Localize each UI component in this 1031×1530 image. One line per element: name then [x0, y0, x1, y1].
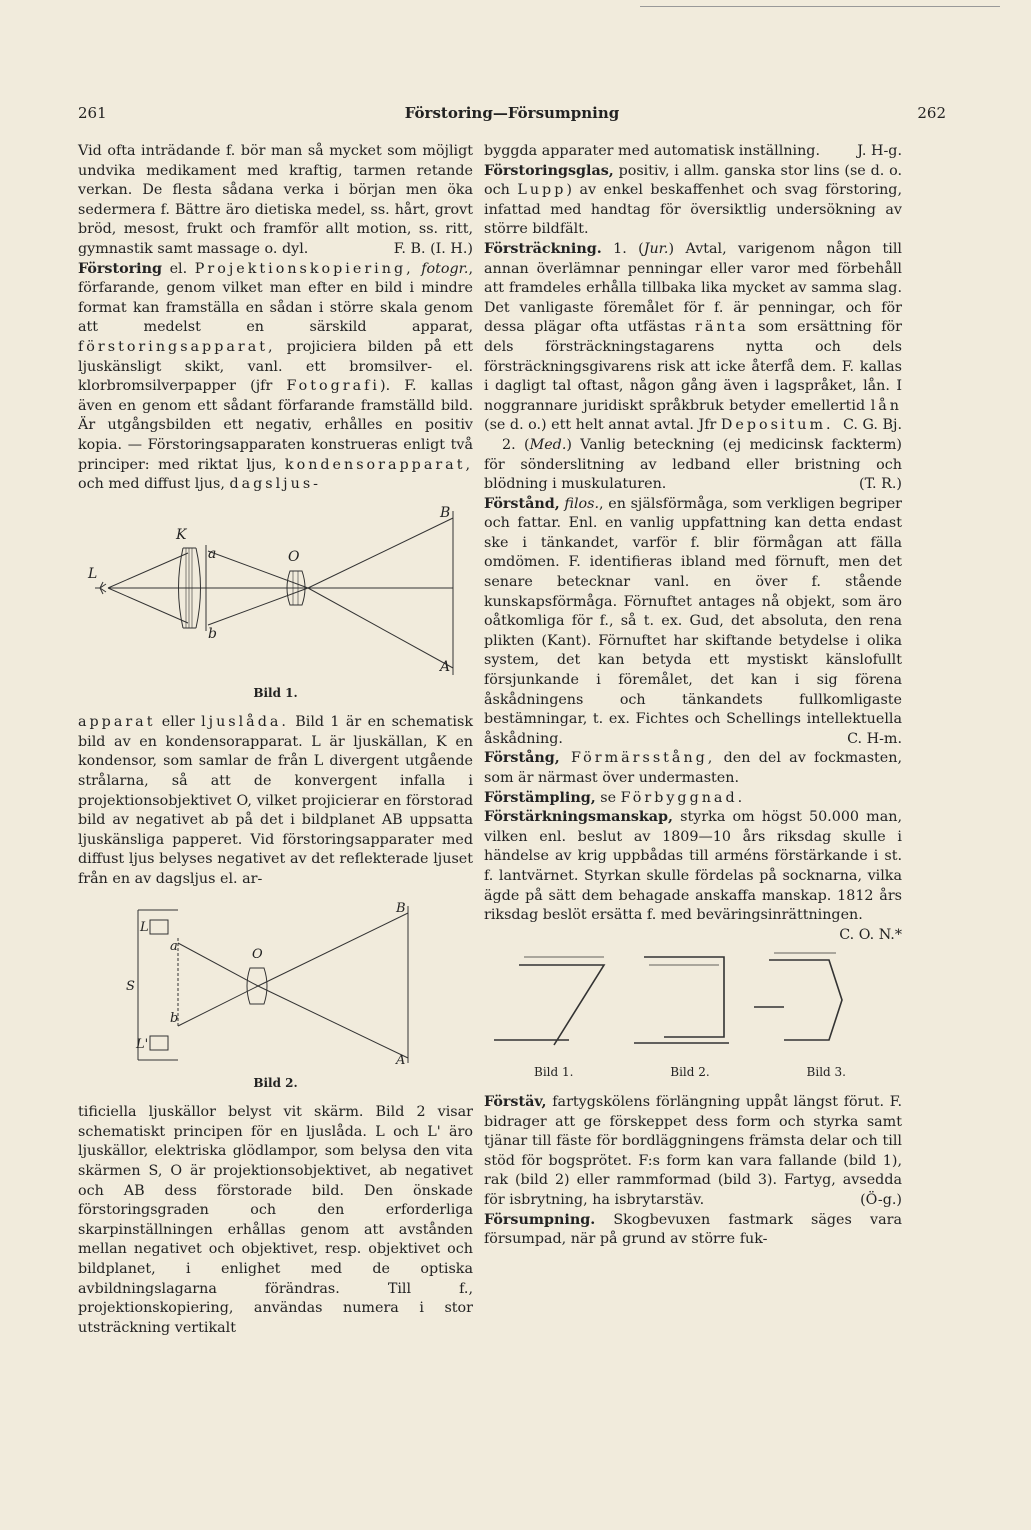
page-number-left: 261 — [78, 104, 107, 122]
entry-headword: Försumpning. — [484, 1211, 596, 1228]
stem-straight — [634, 957, 729, 1043]
entry-headword: Förstoringsglas, — [484, 162, 614, 179]
entry-forstang: Förstång, Förmärsstång, den del av fockmasten, som är närmast över undermasten. — [484, 750, 903, 786]
figure-caption: Bild 2. — [253, 1075, 298, 1090]
entry-headword: Försträckning. — [484, 240, 602, 257]
entry-forstampling: Förstämpling, se Förbyggnad. — [484, 789, 746, 806]
label-O: O — [252, 946, 263, 962]
right-column — [484, 142, 902, 1250]
entry-forstoringsglas: Förstoringsglas, positiv, i allm. ganska stor lins (se d. o. och Lupp) av enkel beskaffenhet och svag förstoring, infattad med handtag för översiktlig undersökning av större bildfält. — [484, 162, 902, 238]
entry-cont: byggda apparater med automatisk inställning. J. H-g. — [484, 142, 902, 162]
label-B: B — [396, 900, 406, 916]
label-b: b — [208, 625, 217, 642]
entry-forsumpning: Försumpning. Skogbevuxen fastmark säges vara försumpad, när på grund av större fuk- — [484, 1211, 902, 1248]
figure-light-box — [78, 898, 473, 1068]
entry-forstoppning-end: Vid ofta inträdande f. bör man så mycket som möjligt undvika medikament med kraftig, tarmen retande verkan. De flesta sådana verka i början men öka sedermera f. Bättre äro dietiska medel, ss. hårt, grovt bröd, mesost, frukt och framför allt motion, ss. ritt, gymnastik samt massage o. dyl. F. B. (I. H.) — [78, 142, 473, 260]
entry-forstoring-end: tificiella ljuskällor belyst vit skärm. Bild 2 visar schematiskt principen för en ljuslåda. L och L' äro ljuskällor, elektriska glödlampor, som belysa den vita skärmen S, O är projektionsobjektivet, ab negativet och AB dess förstorade bild. Den önskade förstoringsgraden och den erforderliga skarpinställningen erhållas genom att avstånden mellan negativet och objektivet, resp. objektivet och bildplanet, i enlighet med de optiska avbildningslagarna förändras. Till f., projektionskopiering, användas numera i stor utsträckning vertikalt — [78, 1104, 473, 1336]
entry-headword: Förstånd, — [484, 495, 560, 512]
label-A: A — [396, 1052, 406, 1068]
stem-ram — [754, 960, 842, 1040]
label-a: a — [170, 938, 178, 954]
page-header — [78, 104, 946, 128]
entry-forstav: Förstäv, fartygskölens förlängning uppåt längst förut. F. bidrager att ge förskeppet dess form och styrka samt tjänar till fäste för bordläggningens främsta delar och till stöd för bogsprötet. F:s form kan vara fallande (bild 1), rak (bild 2) eller rammformad (bild 3). Fartyg, avsedda för isbrytning, ha isbrytarstäv. (Ö-g.) — [484, 1093, 902, 1211]
stem-caption-3: Bild 3. — [806, 1065, 846, 1080]
entry-headword: Förstärkningsmanskap, — [484, 809, 674, 826]
figure-stem-shapes — [484, 945, 902, 1055]
figure-condenser-apparatus — [78, 503, 473, 678]
left-column — [78, 142, 473, 1338]
label-a: a — [208, 545, 217, 562]
entry-headword: Förstång, — [484, 750, 560, 767]
figure-caption: Bild 1. — [253, 685, 298, 700]
page-number-right: 262 — [917, 104, 946, 122]
label-S: S — [126, 978, 135, 994]
signature: C. O. N.* — [839, 926, 902, 943]
entry-headword: Förstäv, — [484, 1093, 547, 1110]
signature: J. H-g. — [857, 143, 902, 159]
entry-forstarkningsmanskap: Förstärkningsmanskap, styrka om högst 50.000 man, vilken enl. beslut av 1809—10 års riksdag skulle i händelse av krig uppbådas till arméns förstärkande i st. f. lantvärnet. Styrkan skulle fördelas på socknarna, vilka ägde på sätt dem behagade anskaffa manskap. 1812 års riksdag beslöt ersätta f. med beväringsinrättningen. C. O. N.* — [484, 808, 902, 926]
label-A: A — [440, 658, 451, 675]
top-rule — [640, 6, 1000, 7]
signature: F. B. (I. H.) — [393, 240, 473, 257]
entry-headword: Förstoring — [78, 260, 162, 277]
stem-caption-2: Bild 2. — [670, 1065, 710, 1080]
entry-forstand: Förstånd, filos., en själsförmåga, som verkligen begriper och fattar. Enl. en vanlig uppfattning kan detta endast ske i tänkandet, varför f. blir förmågan att fälla omdömen. F. identifieras ibland med förnuft, men det senare betecknar vanl. en över f. stående kunskapsförmåga. Förnuftet antages nå objekt, som äro oåtkomliga för f., så t. ex. Gud, det absoluta, den rena plikten (Kant). Förnuftet har skiftande betydelse i olika system, det kan betyda ett mystiskt känslofullt försjunkande i föremålet, det kan i sig förena åskådningens och tänkandets fullkomligaste bestämningar, t. ex. Fichtes och Schellings intellektuella åskådning. C. H-m. — [484, 495, 902, 750]
signature: C. H-m. — [847, 730, 902, 747]
stem-caption-1: Bild 1. — [534, 1065, 574, 1080]
signature: C. G. Bj. — [842, 417, 902, 434]
stem-raking — [494, 965, 604, 1045]
label-L: L — [140, 919, 149, 935]
entry-forstrackning-2: 2. (Med.) Vanlig beteckning (ej medicinsk fackterm) för sönderslitning av ledband eller bristning och blödning i muskulaturen. (T. R.) — [484, 436, 902, 495]
label-b: b — [170, 1010, 179, 1026]
label-L: L — [88, 565, 98, 582]
entry-forstrackning: Försträckning. 1. (Jur.) Avtal, varigenom någon till annan överlämnar penningar eller varor med förbehåll att framdeles erhålla tillbaka lika mycket av samma slag. Det vanligaste föremålet för f. är penningar, och för dessa plägar ofta utfästas ränta som ersättning för dels försträckningstagarens nytta och dels försträckningsgivarens risk att icke återfå dem. F. kallas i dagligt tal oftast, någon gång även i lagspråket, lån. I noggrannare juridiskt språkbruk betyder emellertid lån (se d. o.) ett helt annat avtal. Jfr Depositum. C. G. Bj. — [484, 240, 902, 436]
entry-forstoring: Förstoring el. Projektionskopiering, fotogr., förfarande, genom vilket man efter en bild i mindre format kan framställa en sådan i större skala genom att medelst en särskild apparat, förstoringsapparat, projiciera bilden på ett ljuskänsligt skikt, vanl. ett bromsilver- el. klorbromsilverpapper (jfr Fotografi). F. kallas även en genom ett sådant förfarande framställd bild. Är utgångsbilden ett negativ, erhålles en positiv kopia. — Förstoringsapparaten konstrueras enligt två principer: med riktat ljus, kondensorapparat, och med diffust ljus, dagsljus- — [78, 260, 474, 493]
label-B: B — [440, 504, 451, 521]
stem-captions — [484, 1063, 902, 1083]
label-L-prime: L' — [136, 1036, 149, 1052]
signature: (Ö-g.) — [860, 1191, 902, 1208]
running-head: Förstoring—Försumpning — [404, 104, 620, 122]
entry-headword: Förstämpling, — [484, 789, 596, 806]
label-K: K — [176, 526, 187, 543]
label-O: O — [288, 548, 300, 565]
entry-forstoring-cont: apparat eller ljuslåda. Bild 1 är en schematisk bild av en kondensorapparat. L är ljuskällan, K en kondensor, som samlar de från L divergent utgående strålarna, så att de konvergent infalla i projektionsobjektivet O, vilket projicierar en förstorad bild av negativet ab på det i bildplanet AB uppsatta ljuskänsliga papperet. Vid förstoringsapparater med diffust ljus belyses negativet av det reflekterade ljuset från en av dagsljus el. ar- — [78, 714, 473, 888]
signature: (T. R.) — [859, 476, 902, 493]
